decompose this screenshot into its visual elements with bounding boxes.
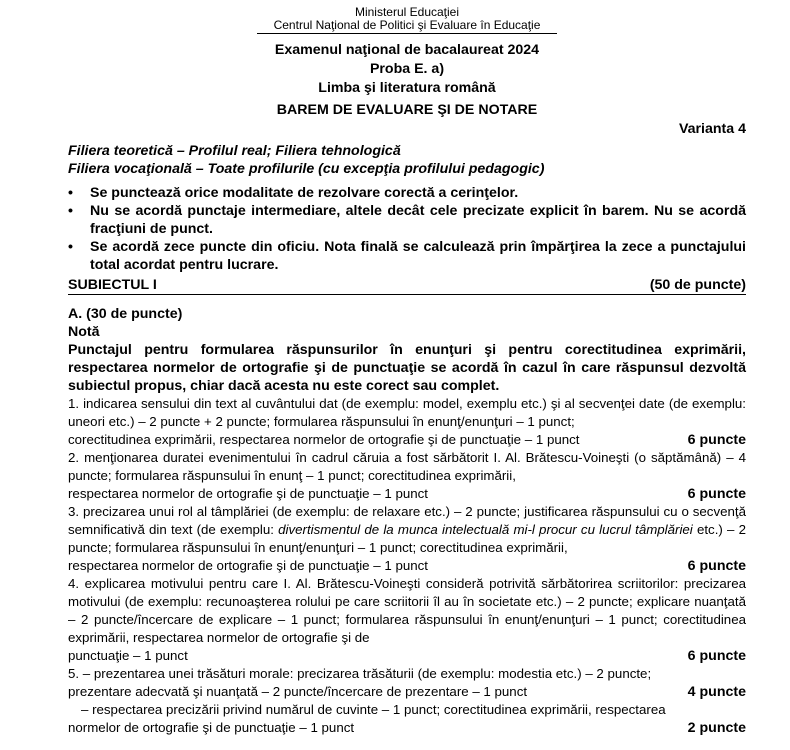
rule-item: • Se acordă zece puncte din oficiu. Nota finală se calculează prin împărţirea la zece a punctajului total acordat pentru lucrare. <box>68 239 746 273</box>
item-last-line: prezentare adecvată şi nuanţată – 2 puncte/încercare de prezentare – 1 punct <box>68 684 528 699</box>
item-last-line: corectitudinea exprimării, respectarea normelor de ortografie şi de punctuaţie – 1 punct <box>68 432 580 447</box>
barem-item-5b <box>68 701 746 737</box>
quoted-segment: divertismentul de la munca intelectuală mi-l procur cu lucrul tâmplăriei <box>278 522 693 537</box>
item-last-line: punctuaţie – 1 punct <box>68 648 188 663</box>
general-rules-list <box>68 184 746 274</box>
ministry-name: Ministerul Educaţiei <box>354 5 460 19</box>
rule-item: • Nu se acordă punctaje intermediare, altele decât cele precizate explicit în barem. Nu se acordă fracţiuni de punct. <box>68 203 746 237</box>
rule-item: • Se punctează orice modalitate de rezolvare corectă a cerinţelor. <box>68 185 519 201</box>
bullet-icon: • <box>68 185 73 201</box>
subject-title: Limba şi literatura română <box>318 80 496 96</box>
item-body: 2. menţionarea duratei evenimentului în cadrul căruia a fost sărbătorit I. Al. Brătescu-Voineşti (o săptămână) – 4 puncte; formularea răspunsului în enunţ – 1 punct; corectitudinea exprimării, <box>68 450 746 483</box>
item-points: 6 puncte <box>687 432 746 448</box>
item-body: – respectarea precizării privind numărul de cuvinte – 1 punct; corectitudinea exprimării, respectarea <box>81 702 666 717</box>
barem-item-1 <box>68 395 746 449</box>
item-points: 4 puncte <box>687 684 746 700</box>
barem-item-3 <box>68 503 746 575</box>
subiect-label: SUBIECTUL I <box>68 277 157 293</box>
item-body: 5. – prezentarea unei trăsături morale: precizarea trăsăturii (de exemplu: modestia etc.) – 2 puncte; <box>68 666 652 681</box>
barem-title: BAREM DE EVALUARE ŞI DE NOTARE <box>276 102 538 118</box>
barem-item-2 <box>68 449 746 503</box>
exam-title: Examenul naţional de bacalaureat 2024 <box>274 42 540 58</box>
barem-item-4 <box>68 575 746 665</box>
barem-item-5 <box>68 665 746 701</box>
subiect-heading <box>68 277 746 295</box>
subiect-points: (50 de puncte) <box>649 277 746 293</box>
proba-title: Proba E. a) <box>369 61 445 77</box>
filiera-line-2: Filiera vocaţională – Toate profilurile (cu excepţia profilului pedagogic) <box>68 161 545 177</box>
item-points: 6 puncte <box>687 486 746 502</box>
bullet-icon: • <box>68 239 73 255</box>
item-points: 6 puncte <box>687 648 746 664</box>
item-points: 2 puncte <box>687 720 746 736</box>
center-name: Centrul Naţional de Politici şi Evaluare în Educaţie <box>257 19 557 34</box>
item-body: 3. precizarea unui rol al tâmplăriei (de exemplu: de relaxare etc.) – 2 puncte; justificarea răspunsului cu o secvenţă semnificativă din text (de exemplu: divertismentul de la munca intelectuală mi-l procur cu lucrul tâmplăriei etc.) – 2 puncte; formularea răspunsului în enunţ/enunţuri – 1 punct; corectitudinea exprimării, <box>68 504 746 555</box>
item-last-line: normelor de ortografie şi de punctuaţie – 1 punct <box>68 720 355 735</box>
item-last-line: respectarea normelor de ortografie şi de punctuaţie – 1 punct <box>68 558 428 573</box>
item-points: 6 puncte <box>687 558 746 574</box>
item-body: 1. indicarea sensului din text al cuvântului dat (de exemplu: model, exemplu etc.) şi al secvenţei date (de exemplu: uneori etc.) – 2 puncte + 2 puncte; formularea răspunsului în enunţ/enunţuri – 1 punct; <box>68 396 746 429</box>
document-page <box>68 6 746 737</box>
nota-label: Notă <box>68 324 100 340</box>
nota-text: Punctajul pentru formularea răspunsurilor în enunţuri şi pentru corectitudinea exprimării, respectarea normelor de ortografie şi de punctuaţie se acordă în cazul în care răspunsul dezvoltă subiectul propus, chiar dacă acesta nu este corect sau complet. <box>68 342 746 394</box>
section-a-label: A. (30 de puncte) <box>68 306 183 322</box>
item-body: 4. explicarea motivului pentru care I. Al. Brătescu-Voineşti consideră potrivită sărbătorirea scriitorilor: precizarea motivului (de exemplu: recunoaşterea rolului pe care scriitorii îl au în societate etc.) – 2 puncte; explicare nuanţată – 2 puncte/încercare de explicare – 1 punct; formularea răspunsului în enunţ/enunţuri – 1 punct; corectitudinea exprimării, respectarea normelor de ortografie şi de <box>68 576 746 645</box>
bullet-icon: • <box>68 203 73 219</box>
variant-label: Varianta 4 <box>678 121 746 137</box>
item-last-line: respectarea normelor de ortografie şi de punctuaţie – 1 punct <box>68 486 428 501</box>
filiera-line-1: Filiera teoretică – Profilul real; Filiera tehnologică <box>68 143 401 159</box>
